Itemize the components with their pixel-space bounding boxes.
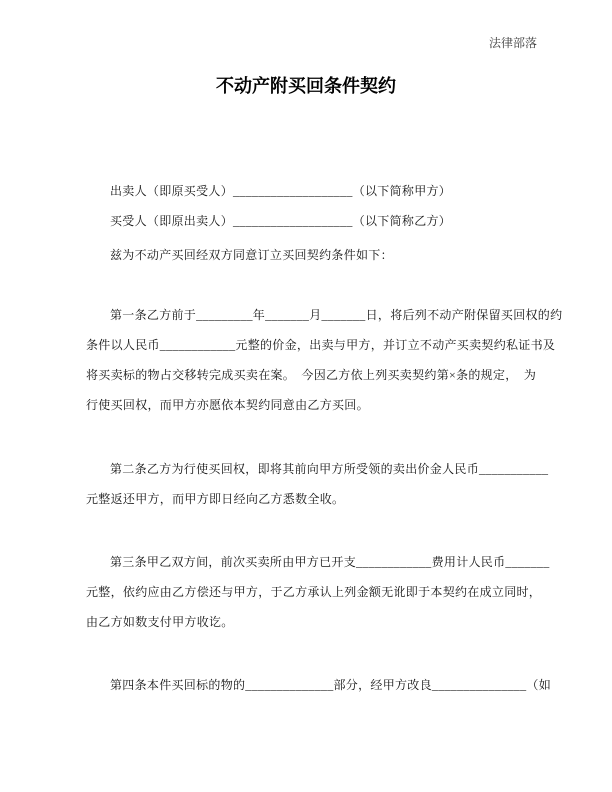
- article-1-line-1: 第一条乙方前于_________年_______月_______日，将后列不动产附保留买回权的约: [110, 308, 563, 322]
- article-3-line-2: 元整，依约应由乙方偿还与甲方，于乙方承认上列金额无讹即于本契约在成立同时，: [86, 585, 542, 599]
- article-1: [86, 300, 563, 420]
- article-3-line-1: 第三条甲乙双方间，前次买卖所由甲方已开支____________费用计人民币_______: [110, 555, 550, 569]
- site-watermark: 法律部落: [488, 36, 537, 50]
- intro-line: 兹为不动产买回经双方同意订立买回契约条件如下：: [110, 248, 393, 262]
- article-3: [86, 547, 550, 637]
- document-body: [86, 176, 563, 700]
- article-1-line-4: 行使买回权，而甲方亦愿依本契约同意由乙方买回。: [86, 398, 369, 412]
- party-line-buyer: 买受人（即原出卖人）___________________（以下简称乙方）: [110, 214, 452, 228]
- document-title: 不动产附买回条件契约: [216, 76, 396, 96]
- article-4: [86, 670, 552, 700]
- article-3-line-3: 由乙方如数支付甲方收讫。: [86, 615, 234, 629]
- article-2: [86, 454, 549, 514]
- article-2-line-2: 元整返还甲方，而甲方即日经向乙方悉数全收。: [86, 492, 345, 506]
- article-4-line-1: 第四条本件买回标的物的______________部分，经甲方改良_______________（如: [110, 678, 552, 692]
- article-1-line-3: 将买卖标的物占交移转完成买卖在案。 今因乙方依上列买卖契约第×条的规定， 为: [86, 368, 537, 382]
- article-1-line-2: 条件以人民币____________元整的价金，出卖与甲方，并订立不动产买卖契约私证书及: [86, 338, 556, 352]
- article-2-line-1: 第二条乙方为行使买回权，即将其前向甲方所受领的卖出价金人民币___________: [110, 462, 549, 476]
- party-line-seller: 出卖人（即原买受人）___________________（以下简称甲方）: [110, 184, 452, 198]
